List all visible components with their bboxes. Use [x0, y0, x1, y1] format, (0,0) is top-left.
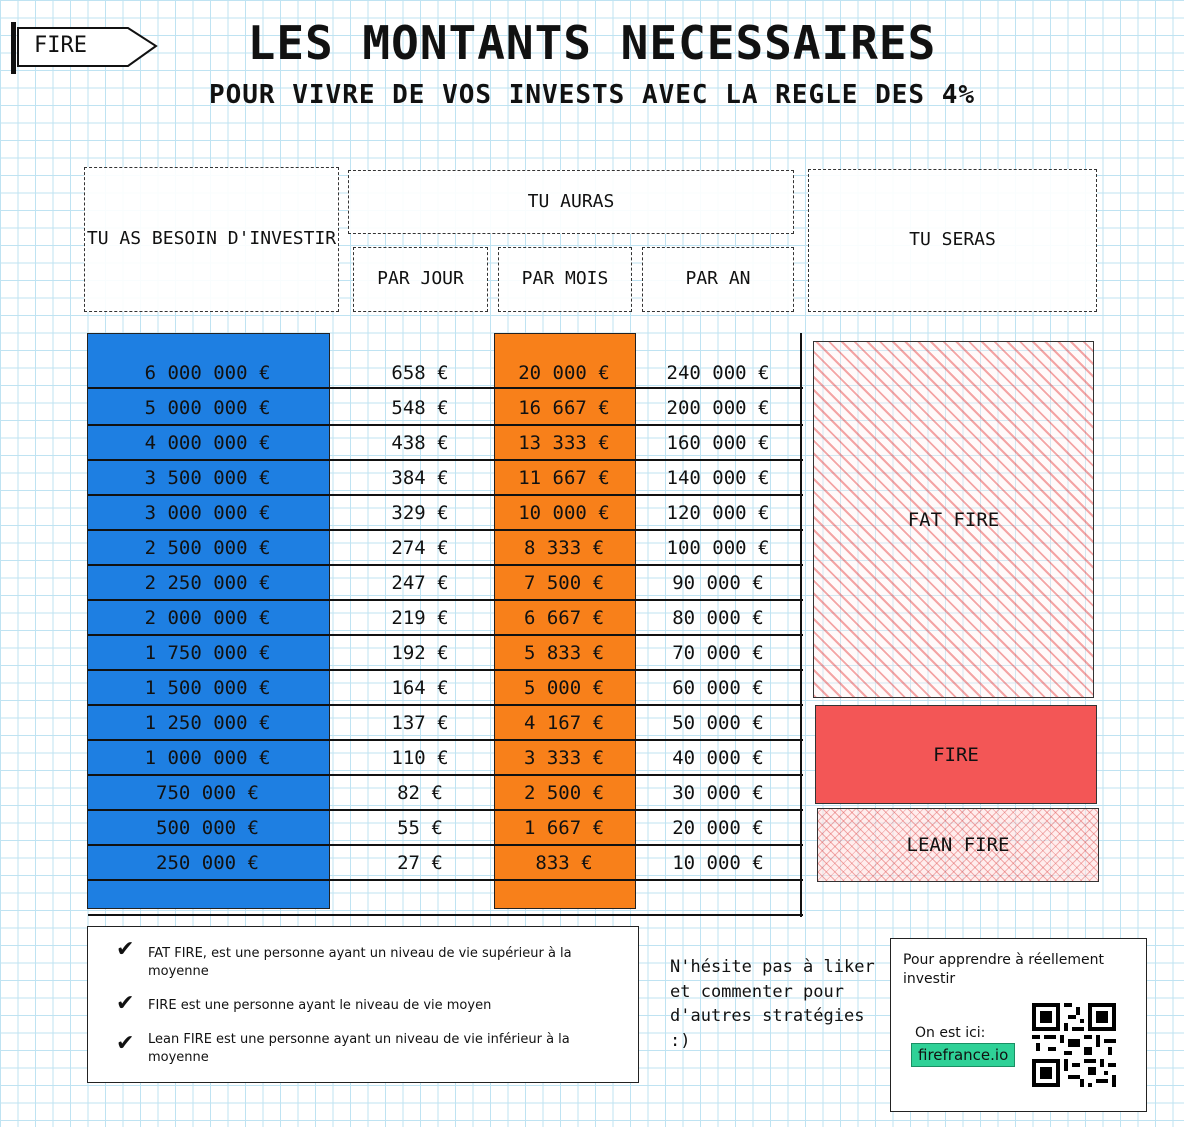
- row-divider: [88, 774, 803, 776]
- daily-cell: 137 €: [391, 711, 449, 734]
- header-par-an: [642, 247, 794, 312]
- promo-card: [890, 938, 1147, 1112]
- monthly-cell: 1 667 €: [523, 816, 605, 839]
- header-par-mois: [498, 247, 632, 312]
- yearly-cell: 200 000 €: [666, 396, 770, 419]
- daily-cell: 110 €: [391, 746, 449, 769]
- monthly-cell: 5 833 €: [523, 641, 605, 664]
- yearly-cell: 40 000 €: [672, 746, 764, 769]
- row-divider: [88, 529, 803, 531]
- row-divider: [88, 844, 803, 846]
- fire-box: [815, 705, 1097, 804]
- invest-cell: 6 000 000 €: [144, 361, 271, 384]
- header-par-jour-label: PAR JOUR: [377, 268, 464, 290]
- invest-cell: 250 000 €: [156, 851, 259, 874]
- yearly-cell: 50 000 €: [672, 711, 764, 734]
- page-subtitle: POUR VIVRE DE VOS INVESTS AVEC LA REGLE DES 4%: [208, 80, 976, 110]
- daily-cell: 219 €: [391, 606, 449, 629]
- note-fire: FIRE est une personne ayant le niveau de vie moyen: [148, 998, 492, 1013]
- daily-cell: 192 €: [391, 641, 449, 664]
- yearly-cell: 160 000 €: [666, 431, 770, 454]
- row-divider: [88, 599, 803, 601]
- header-par-mois-label: PAR MOIS: [521, 268, 609, 290]
- monthly-cell: 13 333 €: [518, 431, 610, 454]
- promo-text: Pour apprendre à réellement investir: [903, 952, 1104, 987]
- fire-tag-label: FIRE: [34, 33, 87, 58]
- daily-cell: 384 €: [391, 466, 449, 489]
- header-seras-label: TU SERAS: [909, 229, 996, 251]
- row-divider: [88, 424, 803, 426]
- daily-cell: 274 €: [391, 536, 449, 559]
- invest-cell: 2 250 000 €: [144, 571, 271, 594]
- invest-cell: 1 000 000 €: [144, 746, 271, 769]
- monthly-cell: 833 €: [535, 851, 593, 874]
- header-par-an-label: PAR AN: [685, 268, 751, 290]
- table-divider: [800, 333, 802, 917]
- yearly-cell: 80 000 €: [672, 606, 764, 629]
- row-divider: [88, 387, 803, 389]
- header-auras-label: TU AURAS: [527, 190, 615, 212]
- check-icon: ✔: [116, 1031, 135, 1056]
- row-divider: [88, 634, 803, 636]
- daily-cell: 329 €: [391, 501, 449, 524]
- fire-label: FIRE: [933, 743, 979, 766]
- monthly-cell: 8 333 €: [523, 536, 605, 559]
- invest-cell: 2 500 000 €: [144, 536, 271, 559]
- monthly-cell: 4 167 €: [523, 711, 605, 734]
- invest-cell: 1 250 000 €: [144, 711, 271, 734]
- yearly-cell: 20 000 €: [672, 816, 764, 839]
- row-divider: [88, 879, 803, 881]
- qr-code-icon[interactable]: [1032, 1003, 1116, 1087]
- row-divider: [88, 739, 803, 741]
- header-seras: [808, 169, 1097, 312]
- invest-cell: 2 000 000 €: [144, 606, 271, 629]
- yearly-cell: 90 000 €: [672, 571, 764, 594]
- page-title: LES MONTANTS NECESSAIRES: [247, 16, 937, 70]
- monthly-cell: 6 667 €: [523, 606, 605, 629]
- monthly-cell: 2 500 €: [523, 781, 605, 804]
- invest-cell: 3 000 000 €: [144, 501, 271, 524]
- yearly-cell: 70 000 €: [672, 641, 764, 664]
- header-invest: [84, 167, 339, 312]
- daily-cell: 548 €: [391, 396, 449, 419]
- website-link[interactable]: firefrance.io: [911, 1043, 1015, 1067]
- invest-cell: 4 000 000 €: [144, 431, 271, 454]
- monthly-cell: 11 667 €: [518, 466, 610, 489]
- definitions-panel: [87, 926, 639, 1083]
- lean-fire-label: LEAN FIRE: [906, 834, 1010, 856]
- monthly-cell: 20 000 €: [518, 361, 610, 384]
- yearly-cell: 240 000 €: [666, 361, 770, 384]
- invest-cell: 750 000 €: [156, 781, 259, 804]
- daily-cell: 82 €: [397, 781, 443, 804]
- check-icon: ✔: [116, 991, 135, 1016]
- invest-cell: 500 000 €: [156, 816, 259, 839]
- invest-cell: 3 500 000 €: [144, 466, 271, 489]
- daily-cell: 55 €: [397, 816, 443, 839]
- row-divider: [88, 494, 803, 496]
- daily-cell: 438 €: [391, 431, 449, 454]
- daily-cell: 27 €: [397, 851, 443, 874]
- yearly-cell: 100 000 €: [666, 536, 770, 559]
- header-invest-label: TU AS BESOIN D'INVESTIR: [86, 228, 337, 250]
- monthly-cell: 10 000 €: [518, 501, 610, 524]
- invest-cell: 5 000 000 €: [144, 396, 271, 419]
- monthly-cell: 3 333 €: [523, 746, 605, 769]
- daily-cell: 658 €: [391, 361, 449, 384]
- note-lean-fire: Lean FIRE est une personne ayant un niveau de vie inférieur à la moyenne: [148, 1032, 570, 1066]
- header-auras: [348, 170, 794, 234]
- row-divider: [88, 669, 803, 671]
- row-divider: [88, 564, 803, 566]
- row-divider: [88, 704, 803, 706]
- yearly-cell: 30 000 €: [672, 781, 764, 804]
- row-divider: [88, 809, 803, 811]
- daily-cell: 164 €: [391, 676, 449, 699]
- fat-fire-box: [813, 341, 1094, 698]
- invest-cell: 1 750 000 €: [144, 641, 271, 664]
- row-divider: [88, 459, 803, 461]
- yearly-cell: 10 000 €: [672, 851, 764, 874]
- invest-cell: 1 500 000 €: [144, 676, 271, 699]
- fat-fire-label: FAT FIRE: [907, 508, 1000, 531]
- yearly-cell: 120 000 €: [666, 501, 770, 524]
- header-par-jour: [353, 247, 488, 312]
- monthly-cell: 5 000 €: [523, 676, 605, 699]
- monthly-cell: 16 667 €: [518, 396, 610, 419]
- monthly-cell: 7 500 €: [523, 571, 605, 594]
- lean-fire-box: [817, 808, 1099, 882]
- check-icon: ✔: [116, 937, 135, 962]
- yearly-cell: 140 000 €: [666, 466, 770, 489]
- promo-here-label: On est ici:: [915, 1025, 986, 1041]
- yearly-cell: 60 000 €: [672, 676, 764, 699]
- daily-cell: 247 €: [391, 571, 449, 594]
- cta-text: N'hésite pas à liker et commenter pour d'autres stratégies :): [670, 957, 875, 1051]
- row-divider: [88, 914, 803, 916]
- note-fat-fire: FAT FIRE, est une personne ayant un niveau de vie supérieur à la moyenne: [148, 946, 572, 980]
